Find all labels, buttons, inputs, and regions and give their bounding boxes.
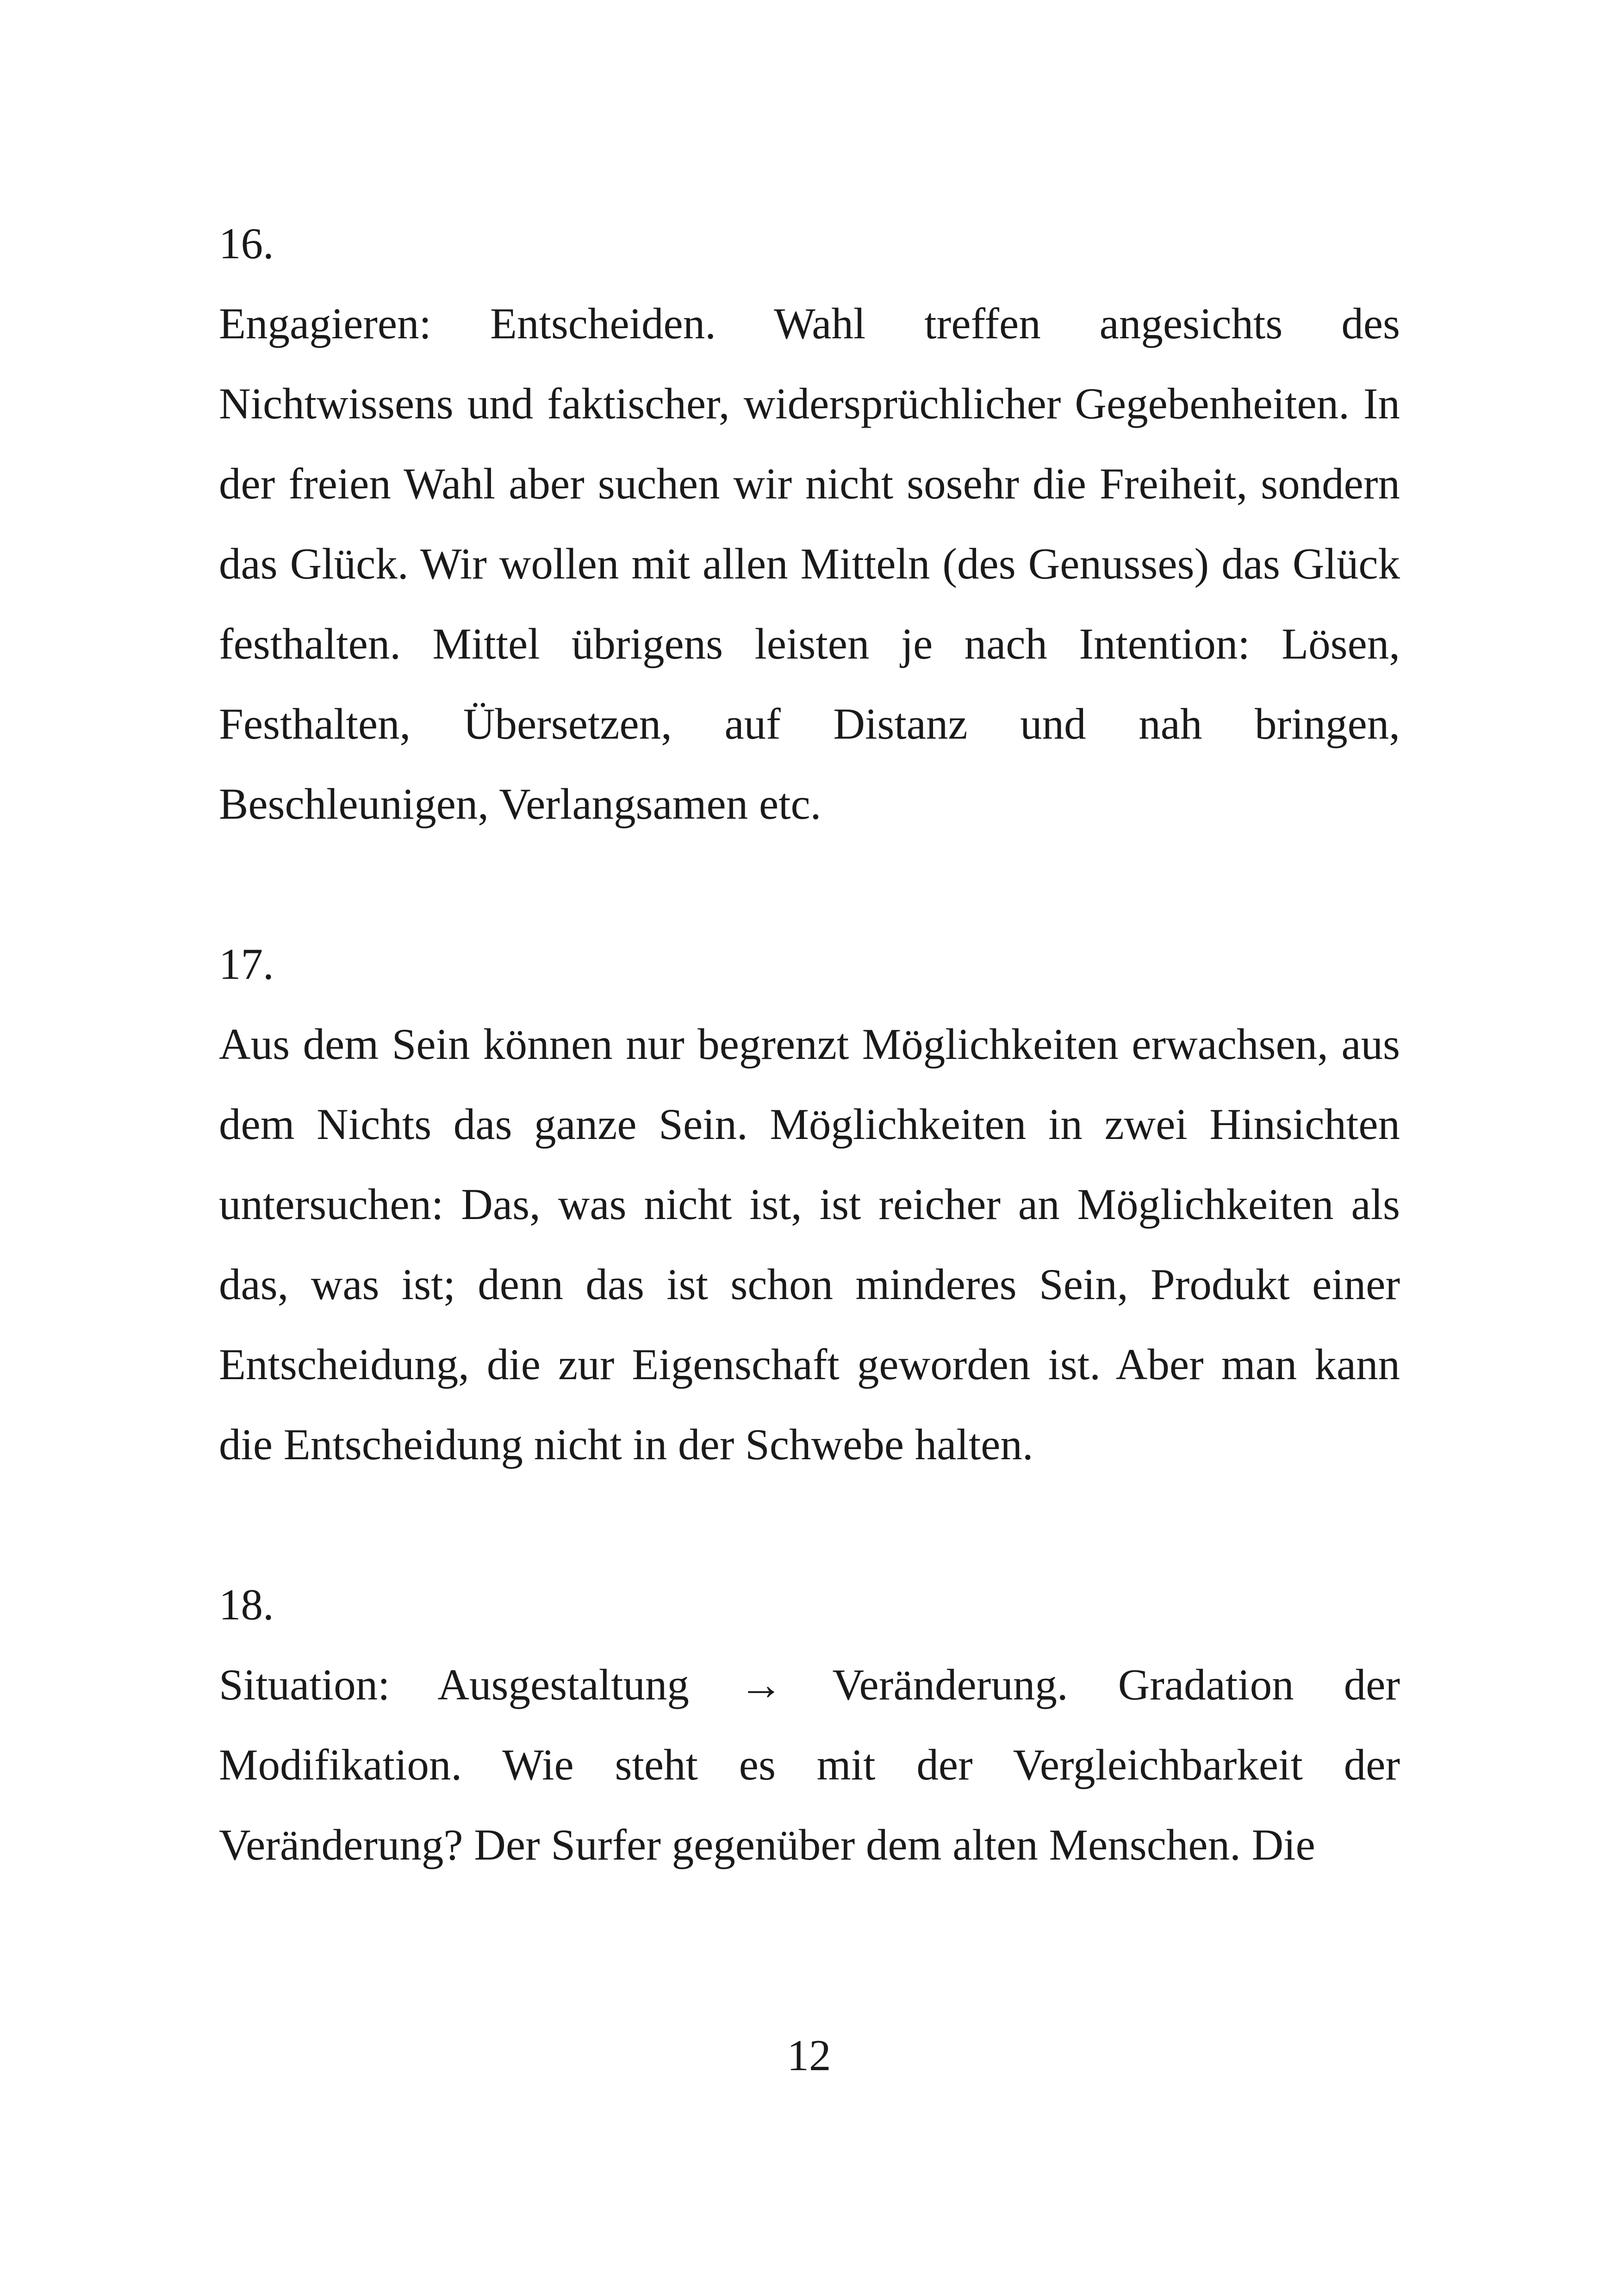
section-18 [219, 1565, 1400, 1885]
section-17 [219, 924, 1400, 1485]
page-number: 12 [787, 2031, 831, 2080]
section-paragraph: Engagieren: Entscheiden. Wahl treffen angesichts des Nichtwissens und faktischer, widersprüchlicher Gegebenheiten. In der freien Wahl aber suchen wir nicht sosehr die Freiheit, sondern das Glück. Wir wollen mit allen Mitteln (des Genusses) das Glück festhalten. Mittel übrigens leisten je nach Intention: Lösen, Festhalten, Übersetzen, auf Distanz und nah bringen, Beschleunigen, Verlangsamen etc. [219, 299, 1400, 828]
section-paragraph: Situation: Ausgestaltung → Veränderung. Gradation der Modifikation. Wie steht es mit der Vergleichbarkeit der Veränderung? Der Surfer gegenüber dem alten Menschen. Die [219, 1660, 1400, 1869]
section-number: 16. [219, 219, 274, 268]
section-number: 18. [219, 1580, 274, 1629]
section-paragraph: Aus dem Sein können nur begrenzt Möglichkeiten erwachsen, aus dem Nichts das ganze Sein. Möglichkeiten in zwei Hinsichten untersuchen: Das, was nicht ist, ist reicher an Möglichkeiten als das, was ist; denn das ist schon minderes Sein, Produkt einer Entscheidung, die zur Eigenschaft geworden ist. Aber man kann die Entscheidung nicht in der Schwebe halten. [219, 1020, 1400, 1469]
section-number: 17. [219, 940, 274, 989]
section-16 [219, 204, 1400, 844]
text-block [219, 204, 1400, 1965]
